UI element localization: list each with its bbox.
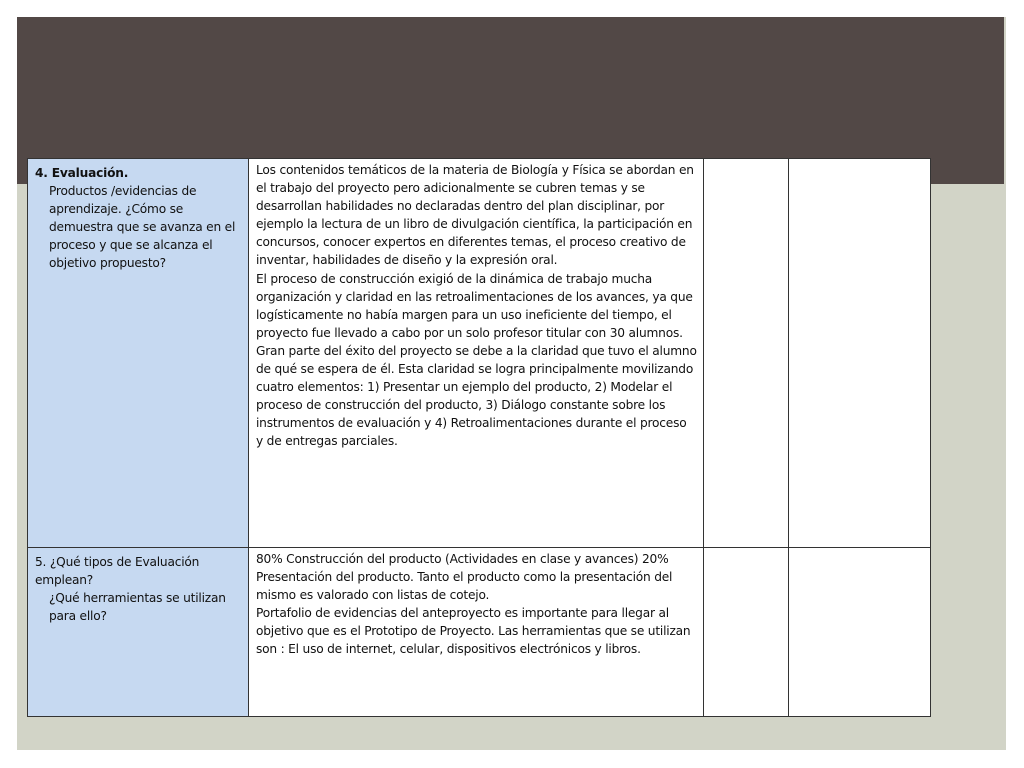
criterion-cell bbox=[28, 159, 249, 548]
description-cell bbox=[249, 548, 704, 717]
criterion-cell bbox=[28, 548, 249, 717]
empty-cell bbox=[789, 548, 931, 717]
empty-cell bbox=[704, 159, 789, 548]
criterion-question: ¿Qué herramientas se utilizan para ello? bbox=[49, 591, 226, 624]
empty-cell bbox=[789, 159, 931, 548]
criterion-title: 5. ¿Qué tipos de Evaluación emplean? bbox=[35, 555, 200, 588]
table-row bbox=[28, 548, 931, 717]
evaluation-rubric-table bbox=[27, 158, 931, 717]
table-row bbox=[28, 159, 931, 548]
description-paragraph: El proceso de construcción exigió de la dinámica de trabajo mucha organización y claridad en las retroalimentaciones de los avances, ya que logísticamente no había margen para un uso ineficiente del tiempo, el proyecto fue llevado a cabo por un solo profesor titular con 30 alumnos. Gran parte del éxito del proyecto se debe a la claridad que tuvo el alumno de qué se espera de él. Esta claridad se logra principalmente movilizando cuatro elementos: 1) Presentar un ejemplo del producto, 2) Modelar el proceso de construcción del producto, 3) Diálogo constante sobre los instrumentos de evaluación y 4) Retroalimentaciones durante el proceso y de entregas parciales. bbox=[256, 271, 697, 449]
description-paragraph: 80% Construcción del producto (Actividades en clase y avances) 20% Presentación del producto. Tanto el producto como la presentación del mismo es valorado con listas de cotejo. bbox=[256, 552, 673, 603]
description-paragraph: Portafolio de evidencias del anteproyecto es importante para llegar al objetivo que es el Prototipo de Proyecto. Las herramientas que se utilizan son : El uso de internet, celular, dispositivos electrónicos y libros. bbox=[256, 606, 691, 657]
description-paragraph: Los contenidos temáticos de la materia de Biología y Física se abordan en el trabajo del proyecto pero adicionalmente se cubren temas y se desarrollan habilidades no declaradas dentro del plan disciplinar, por ejemplo la lectura de un libro de divulgación científica, la participación en concursos, conocer expertos en diferentes temas, el proceso creativo de inventar, habilidades de diseño y la expresión oral. bbox=[256, 163, 694, 268]
criterion-question: Productos /evidencias de aprendizaje. ¿Cómo se demuestra que se avanza en el proceso y que se alcanza el objetivo propuesto? bbox=[49, 184, 236, 271]
criterion-title: 4. Evaluación. bbox=[35, 166, 129, 180]
description-cell bbox=[249, 159, 704, 548]
empty-cell bbox=[704, 548, 789, 717]
